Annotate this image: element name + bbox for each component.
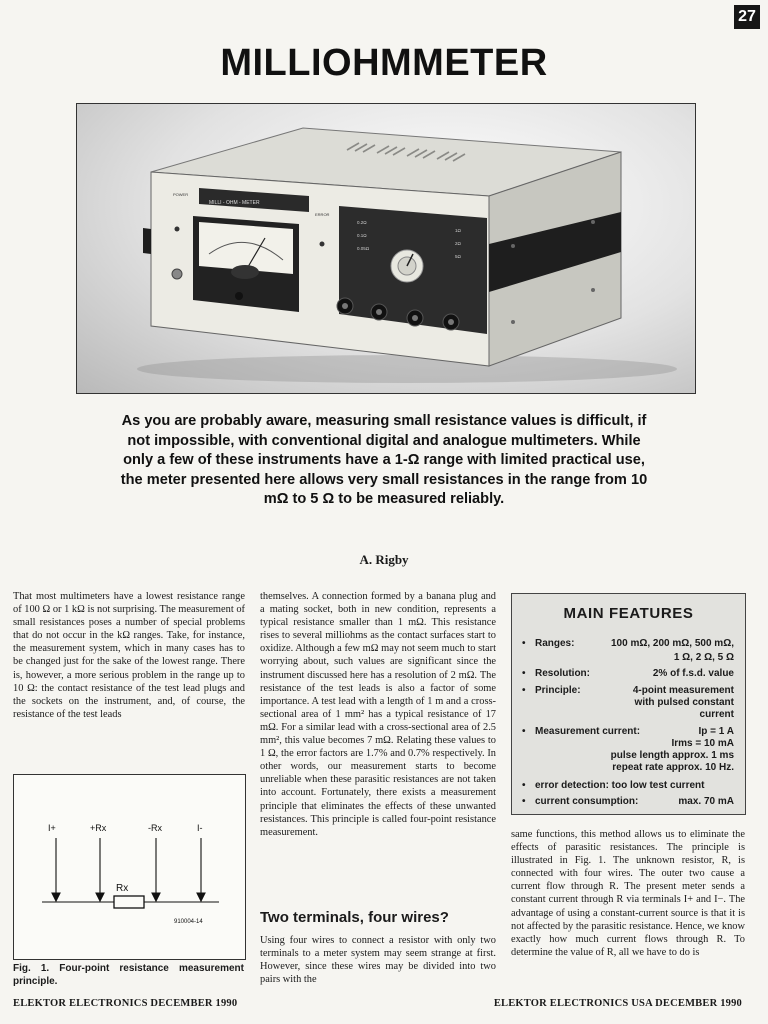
milliohmmeter-illustration [77, 104, 695, 393]
range-label-5: 5Ω [455, 254, 461, 259]
footer-left: ELEKTOR ELECTRONICS DECEMBER 1990 [13, 998, 238, 1009]
features-title: MAIN FEATURES [563, 605, 694, 622]
range-label-0: 0.2Ω [357, 220, 367, 225]
body-column-2-continued: Using four wires to connect a resistor with only two terminals to a meter system may seem strange at first. However, since these wires may be divided into two pairs with the [260, 935, 496, 986]
lede-paragraph: As you are probably aware, measuring small resistance values is difficult, if not impossible, with conventional digital and analogue multimeters. While only a few of these instruments have a 1-Ω range with limited practical use, the meter presented here allows very small resistances in the range from 10 mΩ to 5 Ω to be measured reliably. [120, 413, 648, 507]
body-column-1: That most multimeters have a lowest resistance range of 100 Ω or 1 kΩ is not surprising. The measurement of small resistances poses a number of special problems that do not occur in the kΩ ranges. Take, for instance, the measurement system, which in many cases has to be changed just for the sake of the lowest range. There is, however, a more serious problem in the range up to 10 Ω: the contact resistance of the test lead plugs and the sockets on the instrument, and, of course, the resistance of the test leads [13, 591, 245, 720]
label-rx-minus: -Rx [148, 823, 162, 833]
range-label-3: 1Ω [455, 228, 461, 233]
author: A. Rigby [359, 552, 409, 567]
range-label-4: 2Ω [455, 241, 461, 246]
feature-error-detection: • error detection: too low test current [522, 780, 705, 791]
label-i-plus: I+ [48, 823, 56, 833]
figure-code: 910004-14 [174, 919, 203, 925]
panel-label: MILLI - OHM - METER [209, 200, 260, 206]
body-column-3: same functions, this method allows us to eliminate the effects of parasitic resistances. The principle is illustrated in Fig. 1. The unknown resistor, R, is connected with four wires. The outer two cause a current flow through R. The present meter sends a constant current through R via terminals I+ and I−. The advantage of using a constant-current source is that it is not affected by the parasitic resistance. Hence, we know exactly how much current flows through R. To determine the value of R, all we have to do is [511, 829, 745, 958]
feature-current-consumption: • current consumption: max. 70 mA [522, 796, 734, 807]
feature-principle: • Principle: 4-point measurement with pulsed constant current [522, 685, 734, 720]
feature-resolution: • Resolution: 2% of f.s.d. value [522, 668, 734, 679]
range-label-1: 0.1Ω [357, 233, 367, 238]
main-features-box [511, 593, 746, 815]
article-title: MILLIOHMMETER [220, 42, 548, 84]
figure-1 [13, 774, 246, 960]
power-label: POWER [173, 192, 189, 197]
instrument-photo [76, 103, 696, 394]
section-heading: Two terminals, four wires? [260, 909, 449, 926]
figure-caption: Fig. 1. Four-point resistance measurement principle. [13, 963, 244, 987]
label-i-minus: I- [197, 823, 203, 833]
page-number: 27 [734, 5, 760, 29]
feature-measurement-current: • Measurement current: Ip = 1 A Irms = 10 mA pulse length approx. 1 ms repeat rate approx. 10 Hz. [522, 726, 734, 773]
feature-ranges: • Ranges: 100 mΩ, 200 mΩ, 500 mΩ, 1 Ω, 2 Ω, 5 Ω [522, 638, 734, 663]
footer-right: ELEKTOR ELECTRONICS USA DECEMBER 1990 [493, 998, 742, 1009]
body-column-2: themselves. A connection formed by a banana plug and a mating socket, both in new condition, represents a typical resistance smaller than 1 mΩ. This resistance rises to several milliohms as the contact surfaces start to oxidize. Although a few mΩ may not seem much to start worrying about, such values are significant since the instrument discussed here has a resolution of 2 mΩ. The resistance of the test leads is also a factor of some importance. A test lead with a length of 1 m and a cross-sectional area of 1 mm² has a typical resistance of 17 mΩ. For a similar lead with a cross-sectional area of 2.5 mm², this value becomes 7 mΩ. Relating these values to 1 Ω, the error factors are 1.7% and 0.7% respectively. In other words, our measurement starts to become unreliable when these parasitic resistances are not taken into account. Fortunately, there exists a measurement principle that eliminates the effects of these unwanted resistances. This principle is called four-point resistance measurement. [260, 591, 496, 838]
error-label: ERROR [315, 212, 330, 217]
label-rx-plus: +Rx [90, 823, 107, 833]
range-label-2: 0.05Ω [357, 246, 370, 251]
four-point-diagram [14, 775, 245, 959]
resistor-label: Rx [116, 883, 129, 894]
